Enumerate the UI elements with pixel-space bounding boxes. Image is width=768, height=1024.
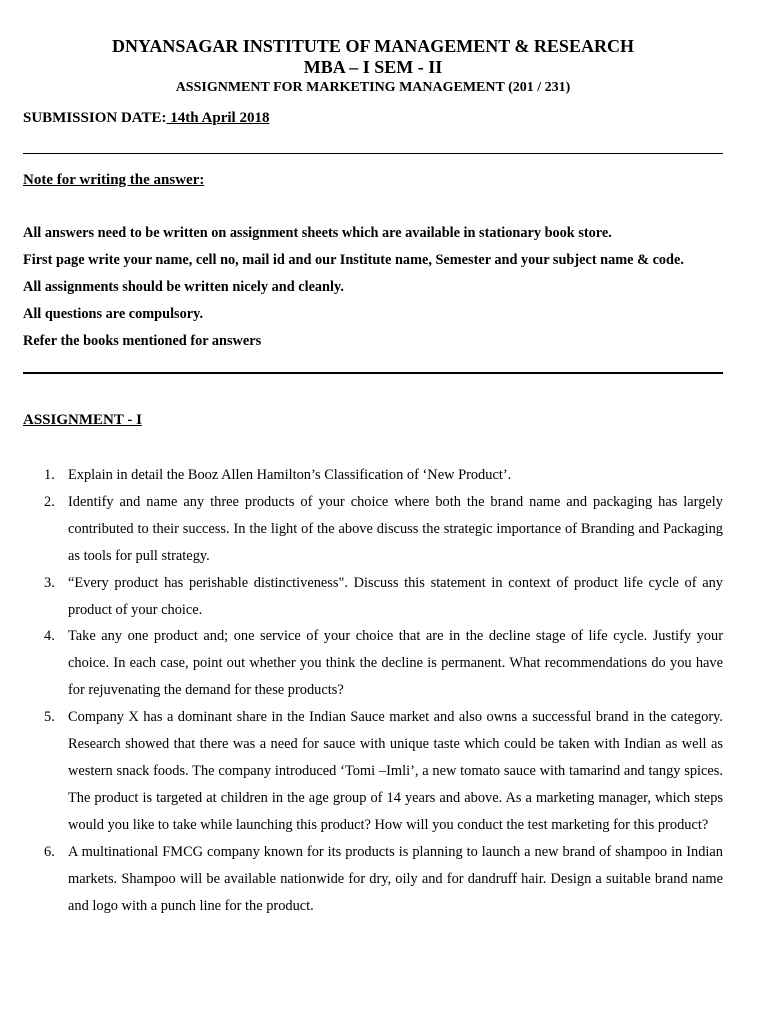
assignment-title: ASSIGNMENT FOR MARKETING MANAGEMENT (201 / 231)	[175, 80, 571, 95]
note-heading: Note for writing the answer:	[23, 172, 205, 188]
question-number: 6.	[44, 843, 55, 860]
question-number: 3.	[44, 574, 55, 591]
question-item	[23, 704, 723, 839]
question-item	[23, 623, 723, 704]
note-item: All questions are compulsory.	[23, 306, 204, 322]
question-text: Company X has a dominant share in the Indian Sauce market and also owns a successful brand in the category. Research showed that there was a need for sauce with unique taste which could be taken with Indian as well as western snack foods. The company introduced ‘Tomi –Imli’, a new tomato sauce with tamarind and tangy spices. The product is targeted at children in the age group of 14 years and above. As a marketing manager, which steps would you like to take while launching this product? How will you conduct the test marketing for this product?	[68, 709, 723, 833]
program-title: MBA – I SEM - II	[303, 57, 443, 77]
note-item: Refer the books mentioned for answers	[23, 333, 262, 349]
thin-divider	[23, 153, 723, 154]
thick-divider	[23, 372, 723, 374]
question-item	[23, 839, 723, 920]
question-item	[23, 462, 723, 489]
assignment-heading: ASSIGNMENT - I	[23, 412, 142, 428]
note-item: All answers need to be written on assignment sheets which are available in stationary book store.	[23, 225, 612, 241]
submission-date-line	[23, 109, 269, 127]
question-text: Take any one product and; one service of your choice that are in the decline stage of life cycle. Justify your choice. In each case, point out whether you think the decline is permanent. What recommendations do you have for rejuvenating the demand for these products?	[68, 628, 723, 699]
question-text: Identify and name any three products of your choice where both the brand name and packaging has largely contributed to their success. In the light of the above discuss the strategic importance of Branding and Packaging as tools for pull strategy.	[68, 493, 723, 564]
question-text: A multinational FMCG company known for its products is planning to launch a new brand of shampoo in Indian markets. Shampoo will be available nationwide for dry, oily and for dandruff hair. Design a suitable brand name and logo with a punch line for the product.	[68, 843, 723, 914]
question-number: 2.	[44, 493, 55, 510]
submission-date-label: SUBMISSION DATE:	[23, 110, 167, 126]
question-item	[23, 570, 723, 624]
question-number: 4.	[44, 628, 55, 645]
note-item: First page write your name, cell no, mail id and our Institute name, Semester and your subject name & code.	[23, 252, 684, 268]
question-item	[23, 489, 723, 570]
question-number: 1.	[44, 467, 55, 483]
question-text: Explain in detail the Booz Allen Hamilton’s Classification of ‘New Product’.	[68, 467, 512, 483]
submission-date-value: 14th April 2018	[166, 110, 270, 126]
question-text: “Every product has perishable distinctiveness". Discuss this statement in context of product life cycle of any product of your choice.	[68, 574, 723, 618]
question-number: 5.	[44, 709, 55, 726]
note-item: All assignments should be written nicely and cleanly.	[23, 279, 344, 295]
question-list	[23, 462, 723, 919]
institute-name: DNYANSAGAR INSTITUTE OF MANAGEMENT & RESEARCH	[112, 36, 634, 56]
